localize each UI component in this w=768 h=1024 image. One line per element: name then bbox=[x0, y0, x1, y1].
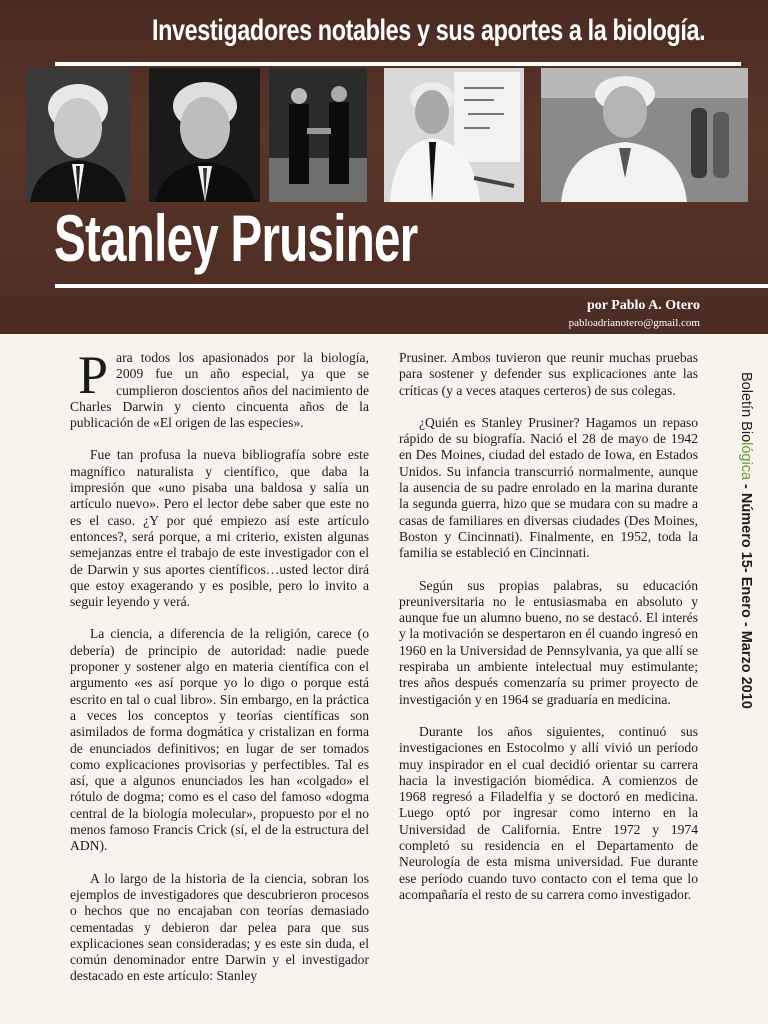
portrait-photo-2 bbox=[149, 68, 260, 202]
dropcap: P bbox=[78, 345, 109, 405]
magazine-name-accent: lógica bbox=[738, 442, 754, 481]
paragraph-text: ara todos los apasionados por la biología, 2009 fue un año especial, ya que se cumplieron doscientos años del nacimiento de Charles Darwin y ciento cincuenta años de la publicación de «El origen de las especies». bbox=[70, 350, 369, 431]
lab-photo bbox=[541, 68, 748, 202]
author-byline: por Pablo A. Otero bbox=[586, 298, 700, 313]
author-email[interactable]: pabloadrianotero@gmail.com bbox=[568, 317, 700, 329]
article-paragraph: Prusiner. Ambos tuvieron que reunir muchas pruebas para sostener y defender sus explicaciones ante las críticas (y a veces ataques certeros) de sus colegas. bbox=[399, 350, 698, 398]
portrait-photo-1 bbox=[26, 68, 130, 202]
header-rule-top bbox=[55, 62, 741, 66]
article-paragraph: La ciencia, a diferencia de la religión, carece (o debería) de principio de autoridad: nadie puede proponer y sostener algo en materia científica con el argumento «es así porque yo lo digo o porque está escrito en tal o cual libro». Sin embargo, en la práctica a veces los conceptos y teorías científicas son asimilados de forma dogmática y cristalizan en forma de enunciados definitivos; en lugar de ser tomados como explicaciones provisorias y perfectibles. Tal es así, que a algunos enunciados les han «colgado» el rótulo de dogma; como es el caso del famoso «dogma central de la biología molecular», propuesto por el no menos famoso Francis Crick (sí, el de la estructura del ADN). bbox=[70, 626, 369, 854]
article-paragraph: Según sus propias palabras, su educación preuniversitaria no le entusiasmaba en absoluto y aunque fue un alumno bueno, no se destacó. El interés y la motivación se despertaron en él cuando ingresó en 1960 en la Universidad de Pennsylvania, ya que allí se respiraba un ambiente intelectual muy estimulante; tres años después comenzaría su primer proyecto de investigación y en 1964 se graduaría en medicina. bbox=[399, 577, 698, 707]
article-column-2 bbox=[399, 350, 698, 919]
article-header bbox=[0, 0, 768, 334]
issue-number: - Número 15- Enero - Marzo 2010 bbox=[738, 480, 754, 709]
issue-sidebar bbox=[738, 372, 758, 732]
article-name-title: Stanley Prusiner bbox=[54, 201, 418, 275]
whiteboard-photo bbox=[384, 68, 524, 202]
magazine-name-part: Bio bbox=[738, 421, 754, 443]
issue-label bbox=[738, 372, 754, 709]
series-title: Investigadores notables y sus aportes a la biología. bbox=[152, 14, 706, 47]
article-paragraph: Fue tan profusa la nueva bibliografía sobre este magnífico naturalista y científico, que daba la impresión que «uno pisaba una baldosa y salía un artículo nuevo». Pero el lector debe saber que este no es el caso. ¿Y por qué empiezo así este artículo entonces?, será porque, a mi criterio, existen algunas semejanzas entre el trabajo de este investigador con el de Darwin y sus aportes científicos…usted lector dirá que estoy exagerando y es posible, pero lo invito a seguir leyendo y verá. bbox=[70, 447, 369, 610]
article-paragraph: ¿Quién es Stanley Prusiner? Hagamos un repaso rápido de su biografía. Nació el 28 de mayo de 1942 en Des Moines, ciudad del estado de Iowa, en Estados Unidos. Su infancia transcurrió normalmente, aunque la ausencia de su padre enrolado en la marina durante la segunda guerra, hizo que se mudara con su madre a casas de familiares en diversas ciudades (Des Moines, Boston y Cincinnati). Finalmente, en 1952, toda la familia se estableció en Cincinnati. bbox=[399, 414, 698, 561]
ceremony-photo bbox=[269, 68, 367, 202]
article-paragraph: Durante los años siguientes, continuó sus investigaciones en Estocolmo y allí vivió un período muy inspirador en el cual decidió orientar su carrera hacia la investigación biomédica. A comienzos de 1968 regresó a Filadelfia y se doctoró en medicina. Luego optó por ingresar como interno en la Universidad de California. Entre 1972 y 1974 completó su residencia en el Departamento de Neurología de esta misma universidad. Fue durante ese período cuando tuvo contacto con el tema que lo acompañaría el resto de su carrera como investigador. bbox=[399, 723, 698, 902]
article-column-1 bbox=[70, 345, 369, 1001]
article-paragraph: A lo largo de la historia de la ciencia, sobran los ejemplos de investigadores que descubrieron procesos o hechos que no encajaban con teorías demasiado cementadas y debieron dar pelea para que sus explicaciones sean consideradas; y es este sin duda, el común denominador entre Darwin y el investigador destacado en este artículo: Stanley bbox=[70, 870, 369, 984]
magazine-name-part: Boletín bbox=[738, 372, 754, 422]
header-rule-bottom bbox=[55, 284, 768, 288]
article-paragraph bbox=[70, 345, 369, 431]
